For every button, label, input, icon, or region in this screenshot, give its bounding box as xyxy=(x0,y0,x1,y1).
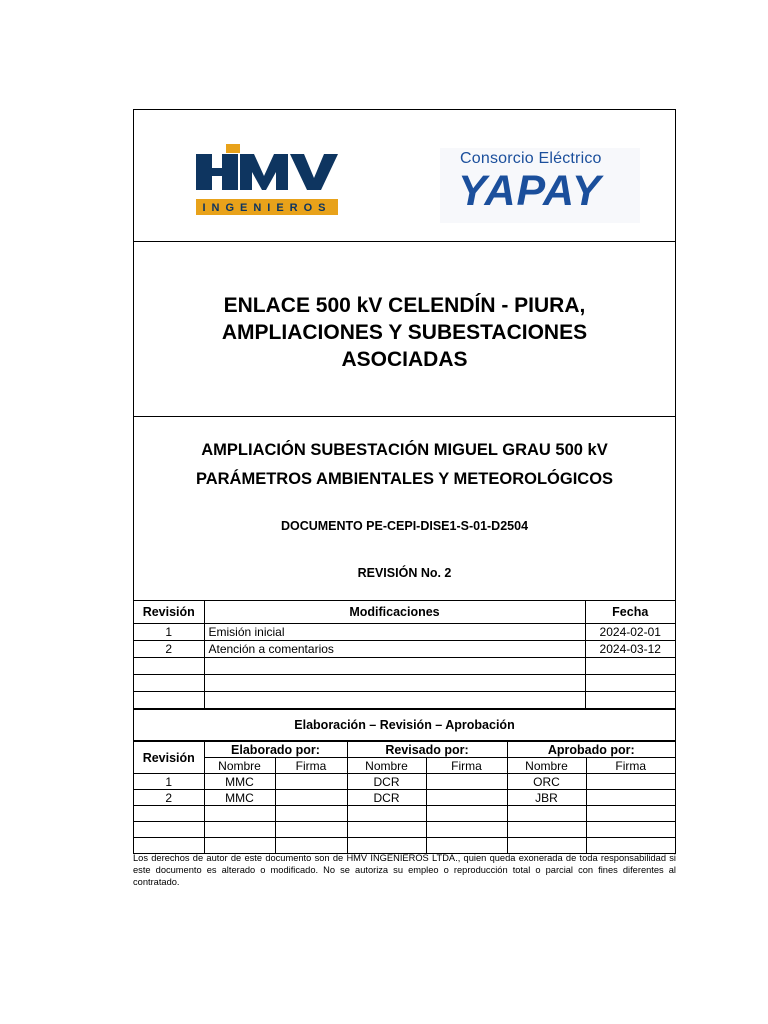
rev-cell: 1 xyxy=(134,774,204,790)
date-cell xyxy=(585,692,675,709)
elaborado-nombre-cell: MMC xyxy=(204,790,275,806)
firma-cell xyxy=(426,806,507,822)
table-row xyxy=(134,641,675,658)
firma-cell xyxy=(586,838,675,854)
firma-cell xyxy=(426,838,507,854)
rev-cell xyxy=(134,806,204,822)
revisado-nombre-cell xyxy=(347,838,426,854)
copyright-footer: Los derechos de autor de este documento son de HMV INGENIEROS LTDA., quien queda exonerada de toda responsabilidad si este documento es alterado o modificado. No se autoriza su empleo o reproducción total o parcial con fines diferentes al contratado. xyxy=(133,853,676,887)
firma-cell xyxy=(426,822,507,838)
elaborado-nombre-cell xyxy=(204,806,275,822)
subheader-firma: Firma xyxy=(586,758,675,774)
project-title-row xyxy=(134,242,675,417)
table-row xyxy=(134,692,675,709)
mod-cell xyxy=(204,675,585,692)
aprobado-nombre-cell xyxy=(507,806,586,822)
table-row xyxy=(134,658,675,675)
firma-cell xyxy=(275,774,347,790)
subtitle-block xyxy=(134,417,675,600)
firma-cell xyxy=(275,806,347,822)
subheader-nombre: Nombre xyxy=(204,758,275,774)
aprobado-nombre-cell xyxy=(507,822,586,838)
table-row xyxy=(134,806,675,822)
project-title-line3: ASOCIADAS xyxy=(341,347,468,371)
revisions-header-rev: Revisión xyxy=(134,601,204,624)
logo-row xyxy=(134,110,675,242)
firma-cell xyxy=(275,822,347,838)
approval-table xyxy=(134,741,675,853)
rev-cell xyxy=(134,822,204,838)
subtitle-line2: PARÁMETROS AMBIENTALES Y METEOROLÓGICOS xyxy=(195,470,614,488)
rev-cell: 2 xyxy=(134,641,204,658)
date-cell: 2024-02-01 xyxy=(585,624,675,641)
firma-cell xyxy=(275,790,347,806)
firma-cell xyxy=(275,838,347,854)
subheader-firma: Firma xyxy=(275,758,347,774)
rev-cell xyxy=(134,692,204,709)
firma-cell xyxy=(586,806,675,822)
date-cell xyxy=(585,658,675,675)
aprobado-nombre-cell xyxy=(507,838,586,854)
yapay-logo-line1: Consorcio Eléctrico xyxy=(460,150,602,167)
hmv-ingenieros-logo xyxy=(196,144,338,218)
approval-header-elaborado: Elaborado por: xyxy=(204,742,347,758)
rev-cell: 2 xyxy=(134,790,204,806)
table-row xyxy=(134,624,675,641)
revisions-table xyxy=(134,600,675,709)
mod-cell xyxy=(204,658,585,675)
revisado-nombre-cell xyxy=(347,822,426,838)
firma-cell xyxy=(586,790,675,806)
revisado-nombre-cell: DCR xyxy=(347,790,426,806)
cover-frame xyxy=(133,109,676,854)
approval-section-title: Elaboración – Revisión – Aprobación xyxy=(134,709,675,741)
yapay-logo-line2: YAPAY xyxy=(458,167,602,215)
table-row xyxy=(134,675,675,692)
document-cover xyxy=(133,109,676,854)
revisado-nombre-cell xyxy=(347,806,426,822)
table-row xyxy=(134,822,675,838)
rev-cell xyxy=(134,675,204,692)
approval-header-rev: Revisión xyxy=(134,742,204,774)
document-code: DOCUMENTO PE-CEPI-DISE1-S-01-D2504 xyxy=(280,519,529,533)
revisions-header-mod: Modificaciones xyxy=(204,601,585,624)
firma-cell xyxy=(586,774,675,790)
aprobado-nombre-cell: JBR xyxy=(507,790,586,806)
firma-cell xyxy=(586,822,675,838)
table-row xyxy=(134,774,675,790)
aprobado-nombre-cell: ORC xyxy=(507,774,586,790)
firma-cell xyxy=(426,790,507,806)
mod-cell: Emisión inicial xyxy=(204,624,585,641)
revision-number: REVISIÓN No. 2 xyxy=(357,566,452,580)
elaborado-nombre-cell xyxy=(204,822,275,838)
table-row xyxy=(134,838,675,854)
revisions-header-date: Fecha xyxy=(585,601,675,624)
rev-cell xyxy=(134,838,204,854)
subheader-nombre: Nombre xyxy=(347,758,426,774)
project-title-line1: ENLACE 500 kV CELENDÍN - PIURA, xyxy=(223,293,586,317)
mod-cell: Atención a comentarios xyxy=(204,641,585,658)
table-row xyxy=(134,790,675,806)
date-cell: 2024-03-12 xyxy=(585,641,675,658)
elaborado-nombre-cell: MMC xyxy=(204,774,275,790)
rev-cell: 1 xyxy=(134,624,204,641)
subheader-firma: Firma xyxy=(426,758,507,774)
revisado-nombre-cell: DCR xyxy=(347,774,426,790)
elaborado-nombre-cell xyxy=(204,838,275,854)
project-title-line2: AMPLIACIONES Y SUBESTACIONES xyxy=(221,320,588,344)
date-cell xyxy=(585,675,675,692)
subtitle-line1: AMPLIACIÓN SUBESTACIÓN MIGUEL GRAU 500 kV xyxy=(201,441,608,459)
approval-subheader-row xyxy=(134,758,675,774)
mod-cell xyxy=(204,692,585,709)
hmv-logo-text: INGENIEROS xyxy=(202,202,332,214)
approval-header-row xyxy=(134,742,675,758)
subheader-nombre: Nombre xyxy=(507,758,586,774)
yapay-logo xyxy=(440,148,640,223)
firma-cell xyxy=(426,774,507,790)
approval-header-aprobado: Aprobado por: xyxy=(507,742,675,758)
revisions-header-row xyxy=(134,601,675,624)
approval-header-revisado: Revisado por: xyxy=(347,742,507,758)
rev-cell xyxy=(134,658,204,675)
project-title xyxy=(222,286,587,373)
